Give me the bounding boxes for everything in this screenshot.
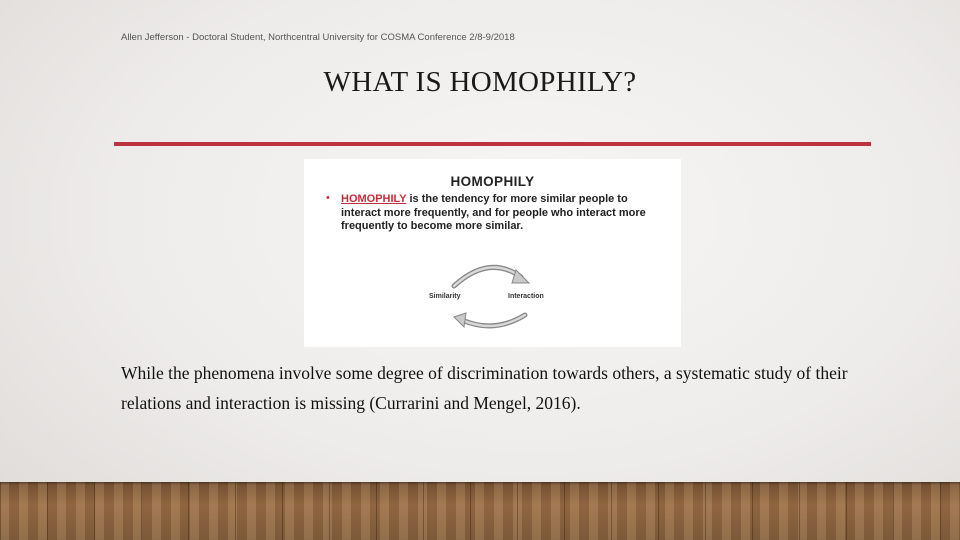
definition-text: is the tendency for more similar people to interact more frequently, and for people who interact more frequently to become more similar. [341, 193, 646, 233]
interaction-label: Interaction [508, 293, 544, 300]
slide-header: Allen Jefferson - Doctoral Student, Northcentral University for COSMA Conference 2/8-9/2018 [121, 32, 515, 43]
definition-term: HOMOPHILY [341, 193, 407, 205]
homophily-figure [304, 159, 681, 347]
bottom-cycle-arrow-icon [454, 313, 525, 327]
cycle-arrows-diagram [304, 159, 681, 347]
slide-title: WHAT IS HOMOPHILY? [323, 66, 637, 98]
wood-floor-decoration [0, 482, 960, 540]
top-cycle-arrow-icon [454, 267, 529, 286]
floor-shadow [0, 482, 960, 485]
bullet-marker: • [326, 192, 330, 204]
similarity-label: Similarity [429, 293, 461, 300]
title-divider [114, 142, 871, 146]
body-paragraph: While the phenomena involve some degree of discrimination towards others, a systematic study of their relations and interaction is missing (Currarini and Mengel, 2016). [121, 363, 848, 413]
figure-title: HOMOPHILY [450, 174, 535, 189]
